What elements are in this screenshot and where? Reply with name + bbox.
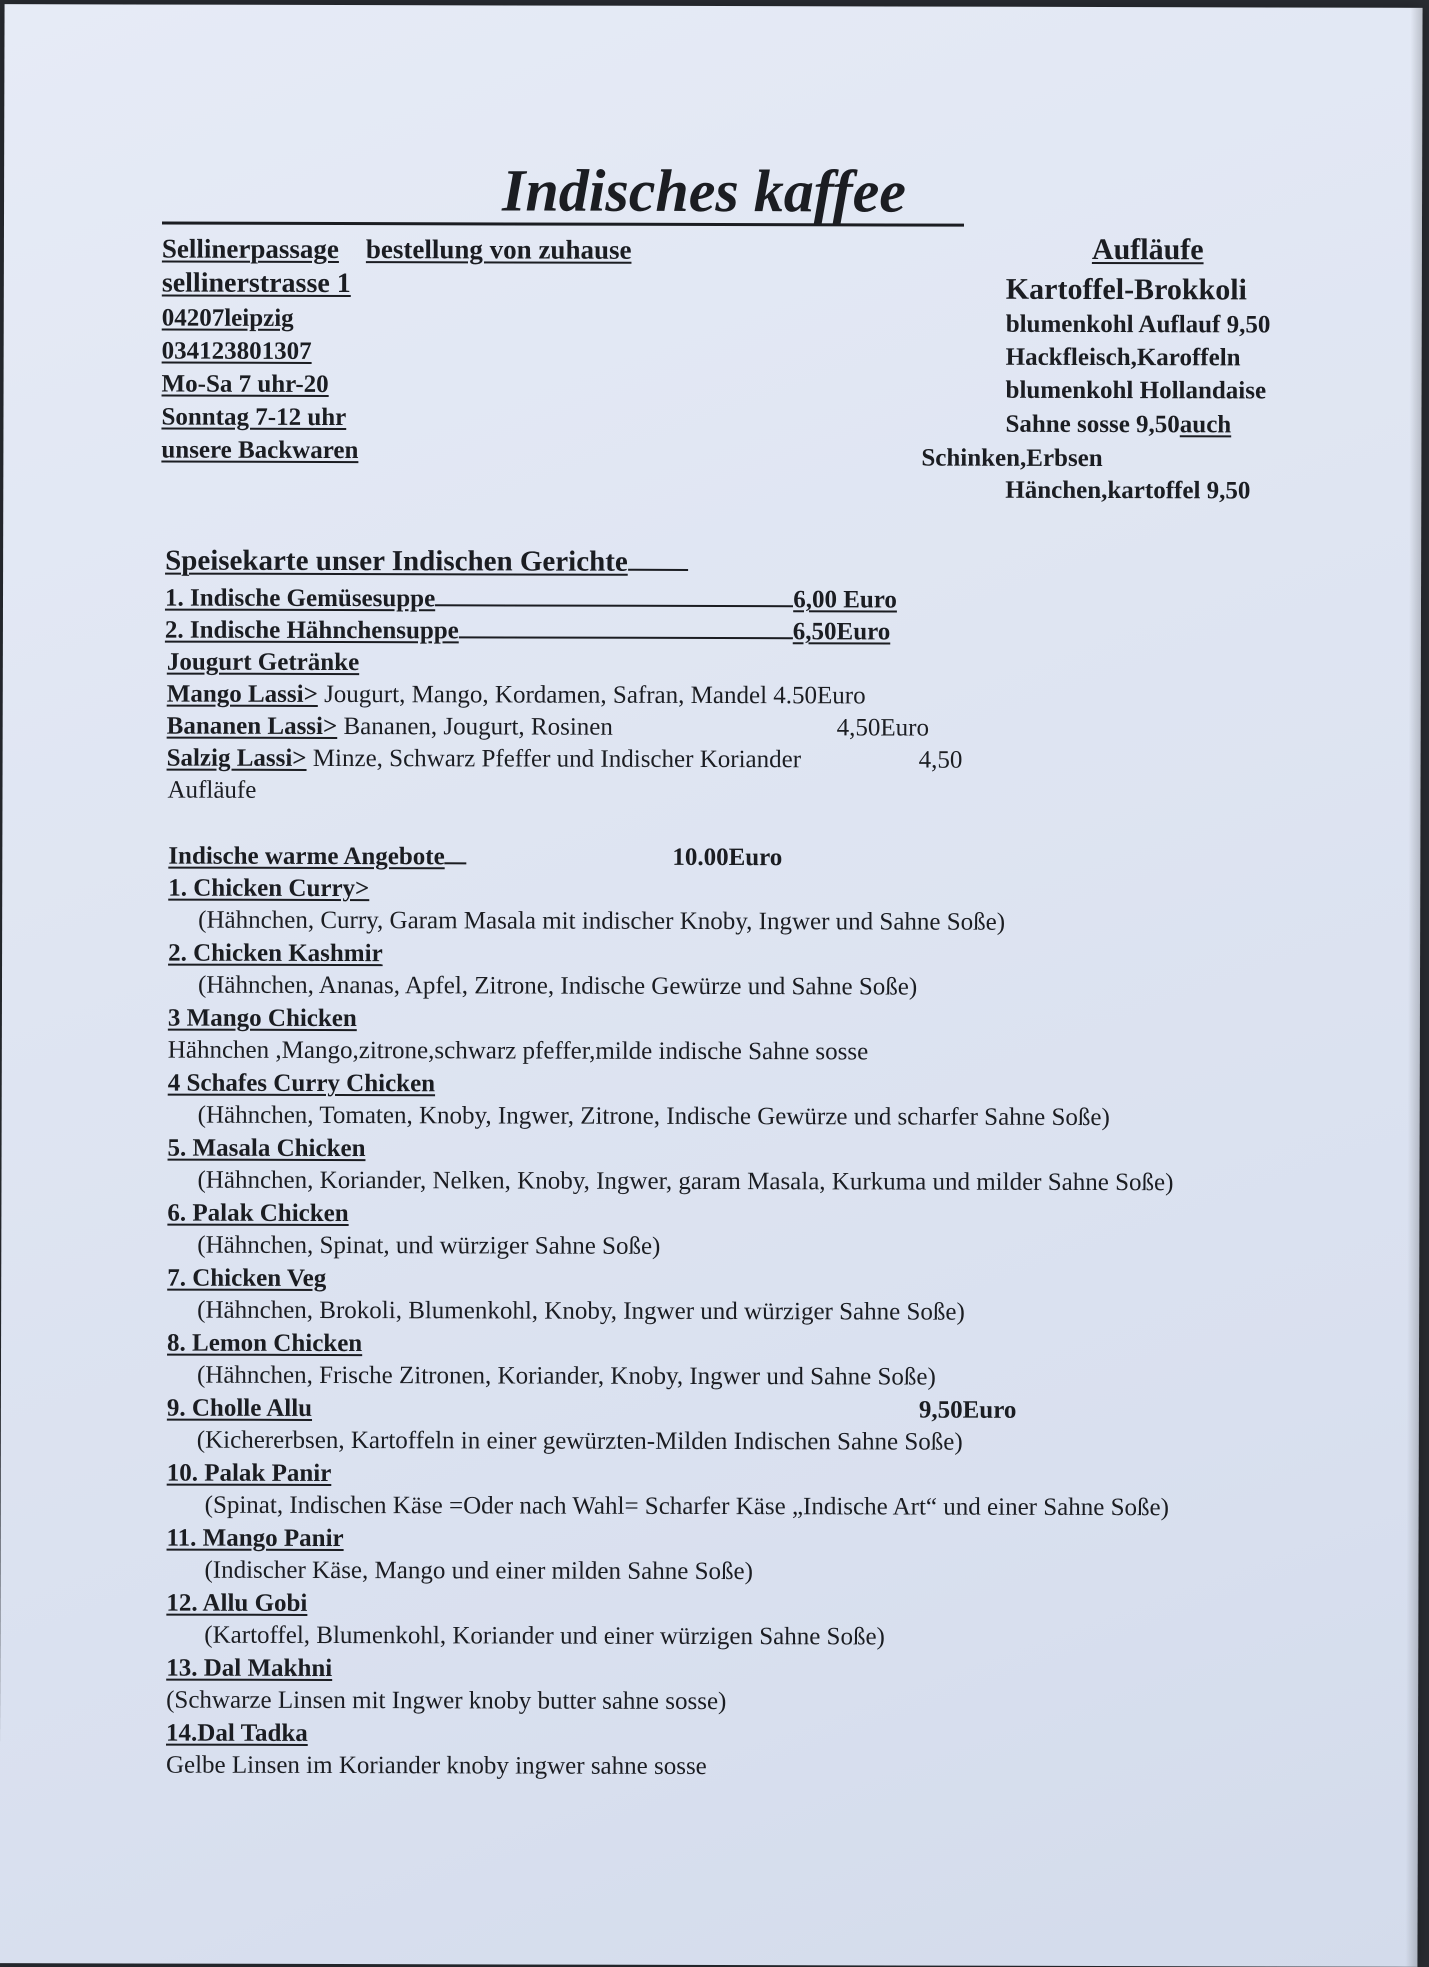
hours-sunday: Sonntag 7-12 uhr (161, 403, 347, 432)
auflauf-line: Schinken,Erbsen (921, 444, 1103, 473)
dish-title: 14.Dal Tadka (166, 1719, 308, 1747)
dish-title: 2. Chicken Kashmir (168, 939, 383, 968)
dish-description: Hähnchen ,Mango,zitrone,schwarz pfeffer,milde indische Sahne sosse (167, 1036, 869, 1066)
dish-item (166, 1393, 1017, 1459)
dish-description: (Kichererbsen, Kartoffeln in einer gewürzten-Milden Indischen Sahne Soße) (196, 1426, 963, 1456)
location-name: Sellinerpassage (161, 233, 339, 265)
dish-item (167, 1263, 965, 1329)
dish-title: 5. Masala Chicken (167, 1134, 366, 1163)
dish-item (168, 1003, 869, 1069)
dish-item (168, 938, 917, 1004)
dish-item (166, 1523, 753, 1589)
page-title: Indisches kaffee (162, 155, 964, 227)
soup-item-1: 1. Indische Gemüsesuppe 6,00 Euro (164, 584, 897, 614)
auflauf-line: blumenkohl Hollandaise (1005, 376, 1267, 405)
auflauf-line: Hänchen,kartoffel 9,50 (1005, 476, 1251, 505)
dish-description: (Hähnchen, Frische Zitronen, Koriander, Knoby, Ingwer und Sahne Soße) (196, 1361, 936, 1391)
phone: 034123801307 (161, 337, 312, 365)
stray-label: Aufläufe (167, 776, 257, 804)
dish-item (166, 1653, 726, 1718)
dish-title: 10. Palak Panir (166, 1459, 332, 1488)
dish-title: 6. Palak Chicken (167, 1199, 349, 1228)
drink-price: 4,50Euro (836, 714, 930, 742)
dish-item (166, 1588, 885, 1654)
warm-heading: Indische warme Angebote (168, 841, 466, 874)
dish-title: 4 Schafes Curry Chicken (167, 1069, 436, 1098)
dish-description: (Hähnchen, Ananas, Apfel, Zitrone, Indische Gewürze und Sahne Soße) (197, 971, 918, 1001)
drink-price: 4,50 (918, 746, 963, 774)
street: sellinerstrasse 1 (161, 267, 351, 300)
dish-price: 9,50Euro (918, 1396, 1017, 1424)
dish-item (168, 873, 1005, 939)
dish-description: (Spinat, Indischen Käse =Oder nach Wahl= Scharfer Käse „Indische Art“ und einer Sahne Soße) (204, 1491, 1169, 1522)
dish-title: 1. Chicken Curry> (168, 874, 370, 903)
dish-item (167, 1328, 936, 1394)
dish-description: (Kartoffel, Blumenkohl, Koriander und einer würzigen Sahne Soße) (204, 1621, 885, 1651)
dish-title: 12. Allu Gobi (166, 1589, 308, 1617)
dish-description: (Hähnchen, Brokoli, Blumenkohl, Knoby, Ingwer und würziger Sahne Soße) (197, 1296, 965, 1326)
auflauf-line: Sahne sosse 9,50auch (1005, 410, 1232, 439)
drink-item: Bananen Lassi> Bananen, Jougurt, Rosinen (166, 712, 613, 741)
order-note: bestellung von zuhause (365, 234, 632, 265)
bakery-note: unsere Backwaren (161, 436, 359, 465)
dish-title: 13. Dal Makhni (166, 1654, 333, 1683)
auflauf-heading: Aufläufe (1091, 232, 1204, 267)
drink-item: Mango Lassi> Jougurt, Mango, Kordamen, Safran, Mandel 4.50Euro (166, 680, 866, 710)
dish-description: (Schwarze Linsen mit Ingwer knoby butter sahne sosse) (166, 1686, 727, 1716)
dish-description: (Hähnchen, Tomaten, Knoby, Ingwer, Zitrone, Indische Gewürze und scharfer Sahne Soße) (197, 1101, 1110, 1132)
auflauf-item-1-title: Kartoffel-Brokkoli (1005, 272, 1247, 307)
drink-item: Salzig Lassi> Minze, Schwarz Pfeffer und Indischer Koriander (166, 744, 802, 774)
dish-description: (Indischer Käse, Mango und einer milden Sahne Soße) (204, 1556, 753, 1586)
dish-description: (Hähnchen, Spinat, und würziger Sahne Soße) (197, 1231, 661, 1260)
drinks-heading: Jougurt Getränke (166, 648, 360, 677)
soup-item-2: 2. Indische Hähnchensuppe 6,50Euro (164, 616, 891, 646)
auflauf-line: blumenkohl Auflauf 9,50 (1005, 310, 1271, 339)
dish-description: (Hähnchen, Koriander, Nelken, Knoby, Ingwer, garam Masala, Kurkuma und milder Sahne Soße) (197, 1166, 1174, 1197)
menu-sheet (0, 4, 1423, 1967)
dish-item (166, 1718, 707, 1783)
dish-description: (Hähnchen, Curry, Garam Masala mit indischer Knoby, Ingwer und Sahne Soße) (198, 906, 1006, 936)
dish-title: 9. Cholle Allu (166, 1394, 313, 1422)
dish-item (167, 1198, 660, 1263)
dish-title: 11. Mango Panir (166, 1524, 344, 1553)
dish-title: 7. Chicken Veg (167, 1264, 327, 1292)
address-block (161, 233, 631, 468)
dish-title: 8. Lemon Chicken (167, 1329, 363, 1358)
dish-item (168, 1068, 1110, 1134)
dish-description: Gelbe Linsen im Koriander knoby ingwer sahne sosse (165, 1751, 707, 1780)
dish-item (167, 1133, 1173, 1200)
dish-item (167, 1458, 1169, 1525)
dish-title: 3 Mango Chicken (167, 1004, 357, 1033)
auflauf-line: Hackfleisch,Karoffeln (1005, 343, 1241, 372)
hours-weekdays: Mo-Sa 7 uhr-20 (161, 370, 329, 398)
section-heading-speisekarte: Speisekarte unser Indischen Gerichte (165, 545, 688, 579)
warm-price: 10.00Euro (672, 843, 783, 872)
postal-city: 04207leipzig (161, 304, 294, 332)
